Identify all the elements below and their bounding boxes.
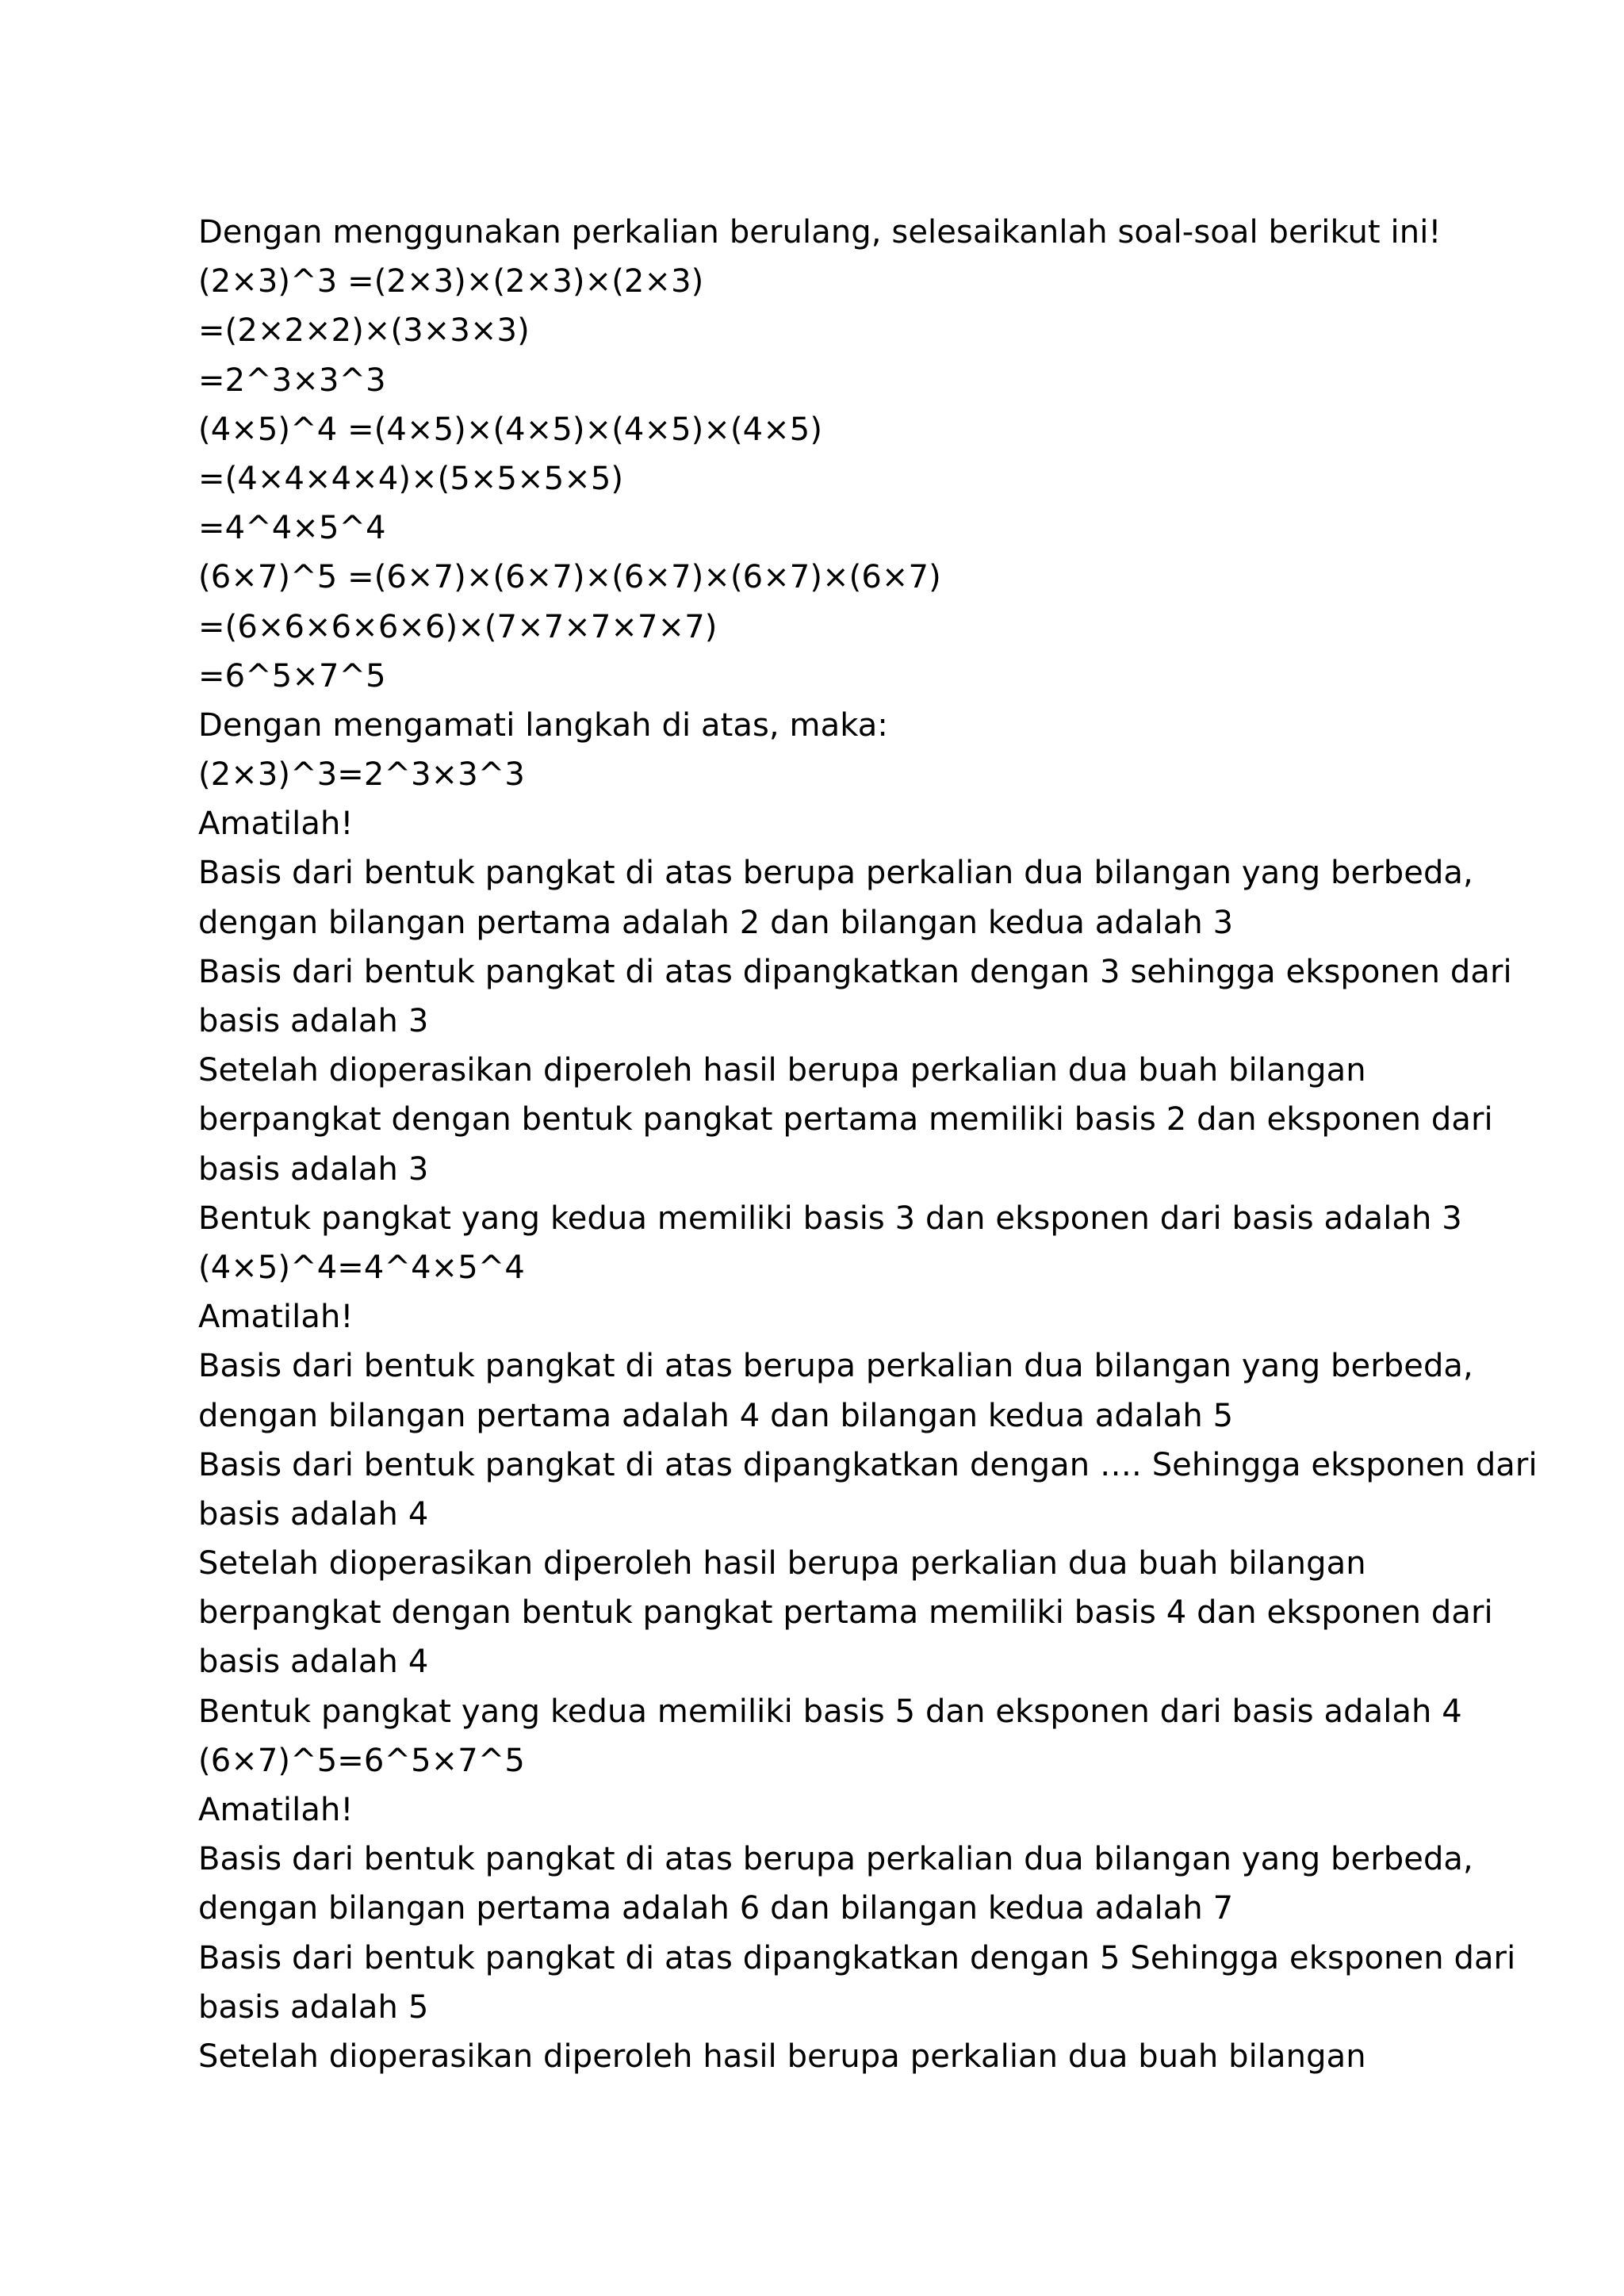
paragraph-line: Basis dari bentuk pangkat di atas dipangkatkan dengan 3 sehingga eksponen dari	[198, 953, 1512, 990]
paragraph-line: Basis dari bentuk pangkat di atas dipangkatkan dengan …. Sehingga eksponen dari	[198, 1446, 1538, 1483]
paragraph-line: Dengan mengamati langkah di atas, maka:	[198, 706, 888, 744]
paragraph-line: Setelah dioperasikan diperoleh hasil berupa perkalian dua buah bilangan	[198, 1052, 1366, 1089]
equation-line: =6^5×7^5	[198, 657, 386, 695]
paragraph-line: Basis dari bentuk pangkat di atas berupa perkalian dua bilangan yang berbeda,	[198, 1348, 1473, 1385]
paragraph-line: Bentuk pangkat yang kedua memiliki basis 3 dan eksponen dari basis adalah 3	[198, 1200, 1462, 1237]
equation-line: (4×5)^4 =(4×5)×(4×5)×(4×5)×(4×5)	[198, 411, 823, 448]
equation-line: =(4×4×4×4)×(5×5×5×5)	[198, 460, 624, 497]
paragraph-line: Setelah dioperasikan diperoleh hasil berupa perkalian dua buah bilangan	[198, 1545, 1366, 1582]
paragraph-line: Basis dari bentuk pangkat di atas berupa perkalian dua bilangan yang berbeda,	[198, 1841, 1473, 1878]
paragraph-line: basis adalah 4	[198, 1644, 429, 1681]
paragraph-line: Amatilah!	[198, 1299, 354, 1336]
paragraph-line: Setelah dioperasikan diperoleh hasil berupa perkalian dua buah bilangan	[198, 2038, 1366, 2075]
paragraph-line: Amatilah!	[198, 806, 354, 843]
equation-line: =(6×6×6×6×6)×(7×7×7×7×7)	[198, 608, 718, 645]
equation-line: (2×3)^3 =(2×3)×(2×3)×(2×3)	[198, 263, 704, 300]
paragraph-line: dengan bilangan pertama adalah 6 dan bilangan kedua adalah 7	[198, 1890, 1234, 1927]
paragraph-line: basis adalah 5	[198, 1988, 429, 2026]
equation-line: =4^4×5^4	[198, 510, 386, 547]
paragraph-line: Amatilah!	[198, 1792, 354, 1828]
equation-line: (2×3)^3=2^3×3^3	[198, 756, 525, 794]
paragraph-line: Basis dari bentuk pangkat di atas dipangkatkan dengan 5 Sehingga eksponen dari	[198, 1939, 1516, 1976]
paragraph-line: berpangkat dengan bentuk pangkat pertama memiliki basis 4 dan eksponen dari	[198, 1594, 1493, 1632]
paragraph-line: dengan bilangan pertama adalah 4 dan bilangan kedua adalah 5	[198, 1397, 1234, 1434]
equation-line: (4×5)^4=4^4×5^4	[198, 1249, 525, 1286]
equation-line: (6×7)^5=6^5×7^5	[198, 1742, 525, 1779]
instruction-line: Dengan menggunakan perkalian berulang, selesaikanlah soal-soal berikut ini!	[198, 214, 1442, 251]
paragraph-line: Bentuk pangkat yang kedua memiliki basis 5 dan eksponen dari basis adalah 4	[198, 1693, 1462, 1730]
equation-line: (6×7)^5 =(6×7)×(6×7)×(6×7)×(6×7)×(6×7)	[198, 559, 941, 596]
equation-line: =(2×2×2)×(3×3×3)	[198, 312, 530, 350]
equation-line: =2^3×3^3	[198, 362, 386, 399]
document-body	[198, 208, 1538, 2081]
paragraph-line: dengan bilangan pertama adalah 2 dan bilangan kedua adalah 3	[198, 904, 1234, 941]
paragraph-line: basis adalah 3	[198, 1150, 429, 1188]
paragraph-line: basis adalah 3	[198, 1003, 429, 1039]
paragraph-line: berpangkat dengan bentuk pangkat pertama memiliki basis 2 dan eksponen dari	[198, 1101, 1493, 1138]
paragraph-line: Basis dari bentuk pangkat di atas berupa perkalian dua bilangan yang berbeda,	[198, 855, 1473, 892]
paragraph-line: basis adalah 4	[198, 1495, 429, 1533]
